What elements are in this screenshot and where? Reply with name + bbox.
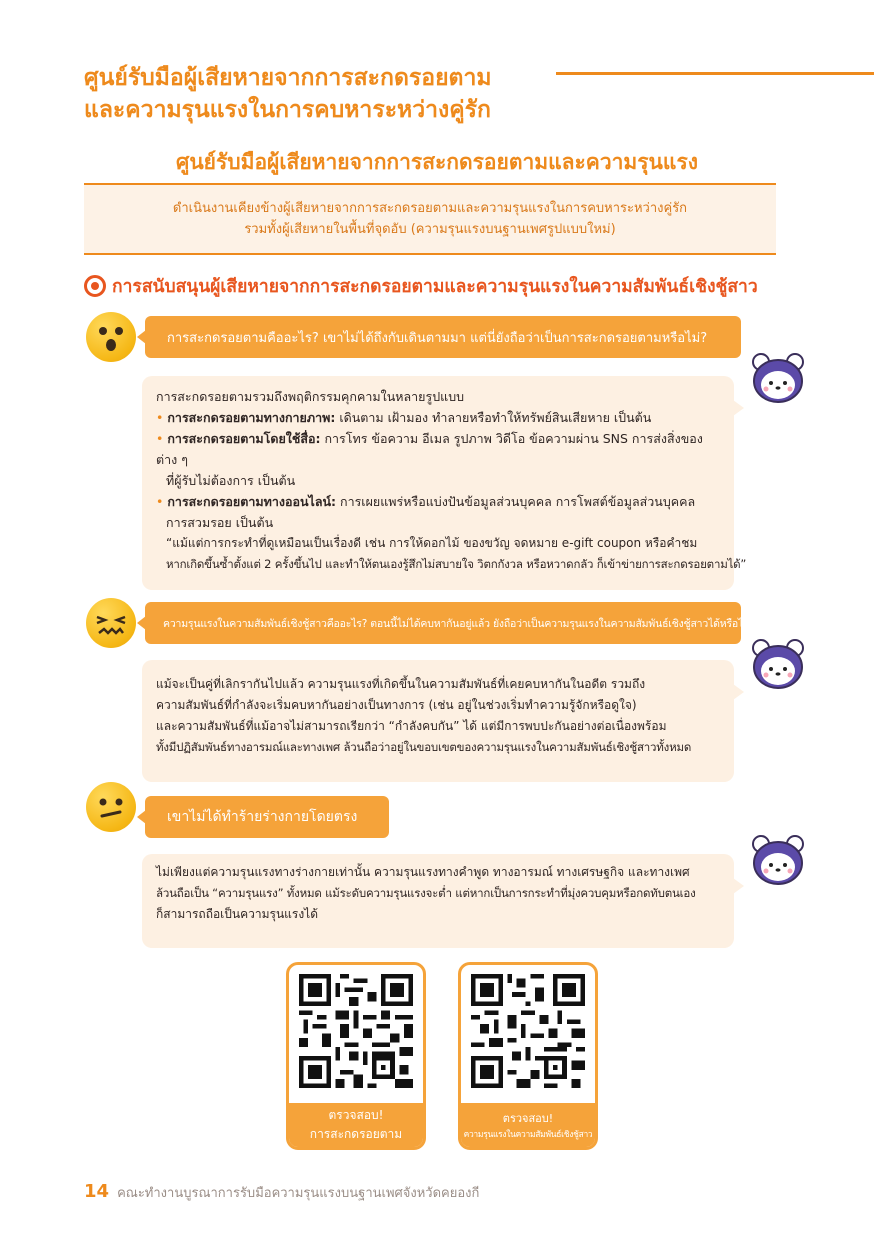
center-intro [84, 183, 776, 255]
bullet-online-title: การสะกดรอยตามทางออนไลน์: [167, 494, 337, 509]
qr-label-dating-line2: ความรุนแรงในความสัมพันธ์เชิงชู้สาว [463, 1130, 593, 1140]
qr-label-dating-line1: ตรวจสอบ! [502, 1112, 554, 1125]
qr-label-stalking-line1: ตรวจสอบ! [328, 1108, 384, 1122]
qr-card-stalking[interactable] [286, 962, 426, 1150]
answer-3-line3: ก็สามารถถือเป็นความรุนแรงได้ [156, 907, 319, 921]
title-divider [556, 72, 874, 75]
bullet-physical-title: การสะกดรอยตามทางกายภาพ: [167, 410, 336, 425]
section-heading [84, 272, 804, 300]
footer-text: คณะทำงานบูรณาการรับมือความรุนแรงบนฐานเพศจังหวัดคยองกี [117, 1186, 480, 1201]
page-title-line1: ศูนย์รับมือผู้เสียหายจากการสะกดรอยตาม [84, 65, 492, 91]
speech-bubble-icon [84, 275, 106, 297]
answer-3-line1: ไม่เพียงแต่ความรุนแรงทางร่างกายเท่านั้น ความรุนแรงทางคำพูด ทางอารมณ์ ทางเศรษฐกิจ และทางเพศ [156, 865, 690, 879]
answer-box-3 [142, 854, 734, 948]
page-footer [84, 1181, 479, 1203]
qr-code-icon[interactable] [471, 974, 585, 1092]
answer-2-line2: ความสัมพันธ์ที่กำลังจะเริ่มคบหากันอย่างเป็นทางการ (เช่น อยู่ในช่วงเริ่มทำความรู้จักหรือดูใจ) [156, 698, 637, 712]
qr-code-icon[interactable] [299, 974, 413, 1092]
bullet-online-text2: การสวมรอย เป็นต้น [166, 515, 274, 530]
question-text-3: เขาไม่ได้ทำร้ายร่างกายโดยตรง [167, 809, 358, 825]
bullet-media-text2: ที่ผู้รับไม่ต้องการ เป็นต้น [166, 473, 296, 488]
answer-intro-1: การสะกดรอยตามรวมถึงพฤติกรรมคุกคามในหลายรูปแบบ [156, 389, 465, 404]
qr-label-dating-violence [461, 1103, 595, 1147]
qr-card-dating-violence[interactable] [458, 962, 598, 1150]
quote-line1: “แม้แต่การกระทำที่ดูเหมือนเป็นเรื่องดี เช่น การให้ดอกไม้ ของขวัญ จดหมาย e-gift coupon หรือคำชม [166, 536, 698, 550]
bullet-media-text: การโทร ข้อความ อีเมล รูปภาพ วิดีโอ ข้อความผ่าน SNS การส่งสิ่งของต่าง ๆ [156, 431, 703, 467]
center-name: ศูนย์รับมือผู้เสียหายจากการสะกดรอยตามและความรุนแรง [176, 150, 698, 174]
qr-label-stalking-line2: การสะกดรอยตาม [309, 1127, 403, 1141]
page-title [84, 62, 554, 126]
grimacing-face-icon [86, 598, 136, 648]
bullet-online: • การสะกดรอยตามทางออนไลน์: การเผยแพร่หรือแบ่งปันข้อมูลส่วนบุคคล การโพสต์ข้อมูลส่วนบุคคล [156, 494, 696, 509]
bullet-physical: • การสะกดรอยตามทางกายภาพ: เดินตาม เฝ้ามอง ทำลายหรือทำให้ทรัพย์สินเสียหาย เป็นต้น [156, 410, 652, 425]
center-intro-line1: ดำเนินงานเคียงข้างผู้เสียหายจากการสะกดรอยตามและความรุนแรงในการคบหาระหว่างคู่รัก [172, 201, 688, 216]
answer-2-line3: และความสัมพันธ์ที่แม้อาจไม่สามารถเรียกว่า “กำลังคบกัน” ได้ แต่มีการพบปะกันอย่างต่อเนื่องพร้อม [156, 719, 667, 733]
neutral-face-icon [86, 782, 136, 832]
bullet-physical-text: เดินตาม เฝ้ามอง ทำลายหรือทำให้ทรัพย์สินเสียหาย เป็นต้น [335, 410, 652, 425]
center-intro-line2: รวมทั้งผู้เสียหายในพื้นที่จุดอับ (ความรุนแรงบนฐานเพศรูปแบบใหม่) [244, 222, 616, 237]
page-number: 14 [84, 1181, 110, 1202]
page-title-line2: และความรุนแรงในการคบหาระหว่างคู่รัก [84, 97, 491, 123]
qr-label-stalking [289, 1103, 423, 1147]
answer-2-line4: ทั้งมีปฏิสัมพันธ์ทางอารมณ์และทางเพศ ล้วนถือว่าอยู่ในขอบเขตของความรุนแรงในความสัมพันธ์เชิงชู้สาวทั้งหมด [156, 740, 692, 754]
answer-box-1 [142, 376, 747, 590]
answer-3-line2: ล้วนถือเป็น “ความรุนแรง” ทั้งหมด แม้ระดับความรุนแรงจะต่ำ แต่หากเป็นการกระทำที่มุ่งควบคุมหรือกดทับตนเอง [156, 886, 696, 900]
question-text-2: ความรุนแรงในความสัมพันธ์เชิงชู้สาวคืออะไร? ตอนนี้ไม่ได้คบหากันอยู่แล้ว ยังถือว่าเป็นความรุนแรงในความสัมพันธ์เชิงชู้สาวได้หรือไม่? [163, 617, 756, 630]
answer-2-line1: แม้จะเป็นคู่ที่เลิกรากันไปแล้ว ความรุนแรงที่เกิดขึ้นในความสัมพันธ์ที่เคยคบหากันในอดีต รวมถึง [156, 677, 646, 691]
answer-box-2 [142, 660, 734, 782]
bear-mascot-icon [750, 834, 806, 886]
question-text-1: การสะกดรอยตามคืออะไร? เขาไม่ได้ถึงกับเดินตามมา แต่นี่ยังถือว่าเป็นการสะกดรอยตามหรือไม่? [167, 330, 708, 346]
bullet-media-title: การสะกดรอยตามโดยใช้สื่อ: [167, 431, 321, 446]
section-heading-text: การสนับสนุนผู้เสียหายจากการสะกดรอยตามและความรุนแรงในความสัมพันธ์เชิงชู้สาว [112, 277, 758, 297]
question-bar-2 [145, 602, 756, 644]
quote-line2: หากเกิดขึ้นซ้ำตั้งแต่ 2 ครั้งขึ้นไป และทำให้ตนเองรู้สึกไม่สบายใจ วิตกกังวล หรือหวาดกลัว ก็เข้าข่ายการสะกดรอยตามได้” [166, 557, 747, 571]
bear-mascot-icon [750, 638, 806, 690]
surprised-face-icon [86, 312, 136, 362]
bullet-online-text: การเผยแพร่หรือแบ่งปันข้อมูลส่วนบุคคล การโพสต์ข้อมูลส่วนบุคคล [336, 494, 696, 509]
question-bar-1 [145, 316, 741, 358]
bullet-media: • การสะกดรอยตามโดยใช้สื่อ: การโทร ข้อความ อีเมล รูปภาพ วิดีโอ ข้อความผ่าน SNS การส่งสิ่งของต่าง ๆ [156, 431, 703, 467]
bear-mascot-icon [750, 352, 806, 404]
question-bar-3 [145, 796, 389, 838]
